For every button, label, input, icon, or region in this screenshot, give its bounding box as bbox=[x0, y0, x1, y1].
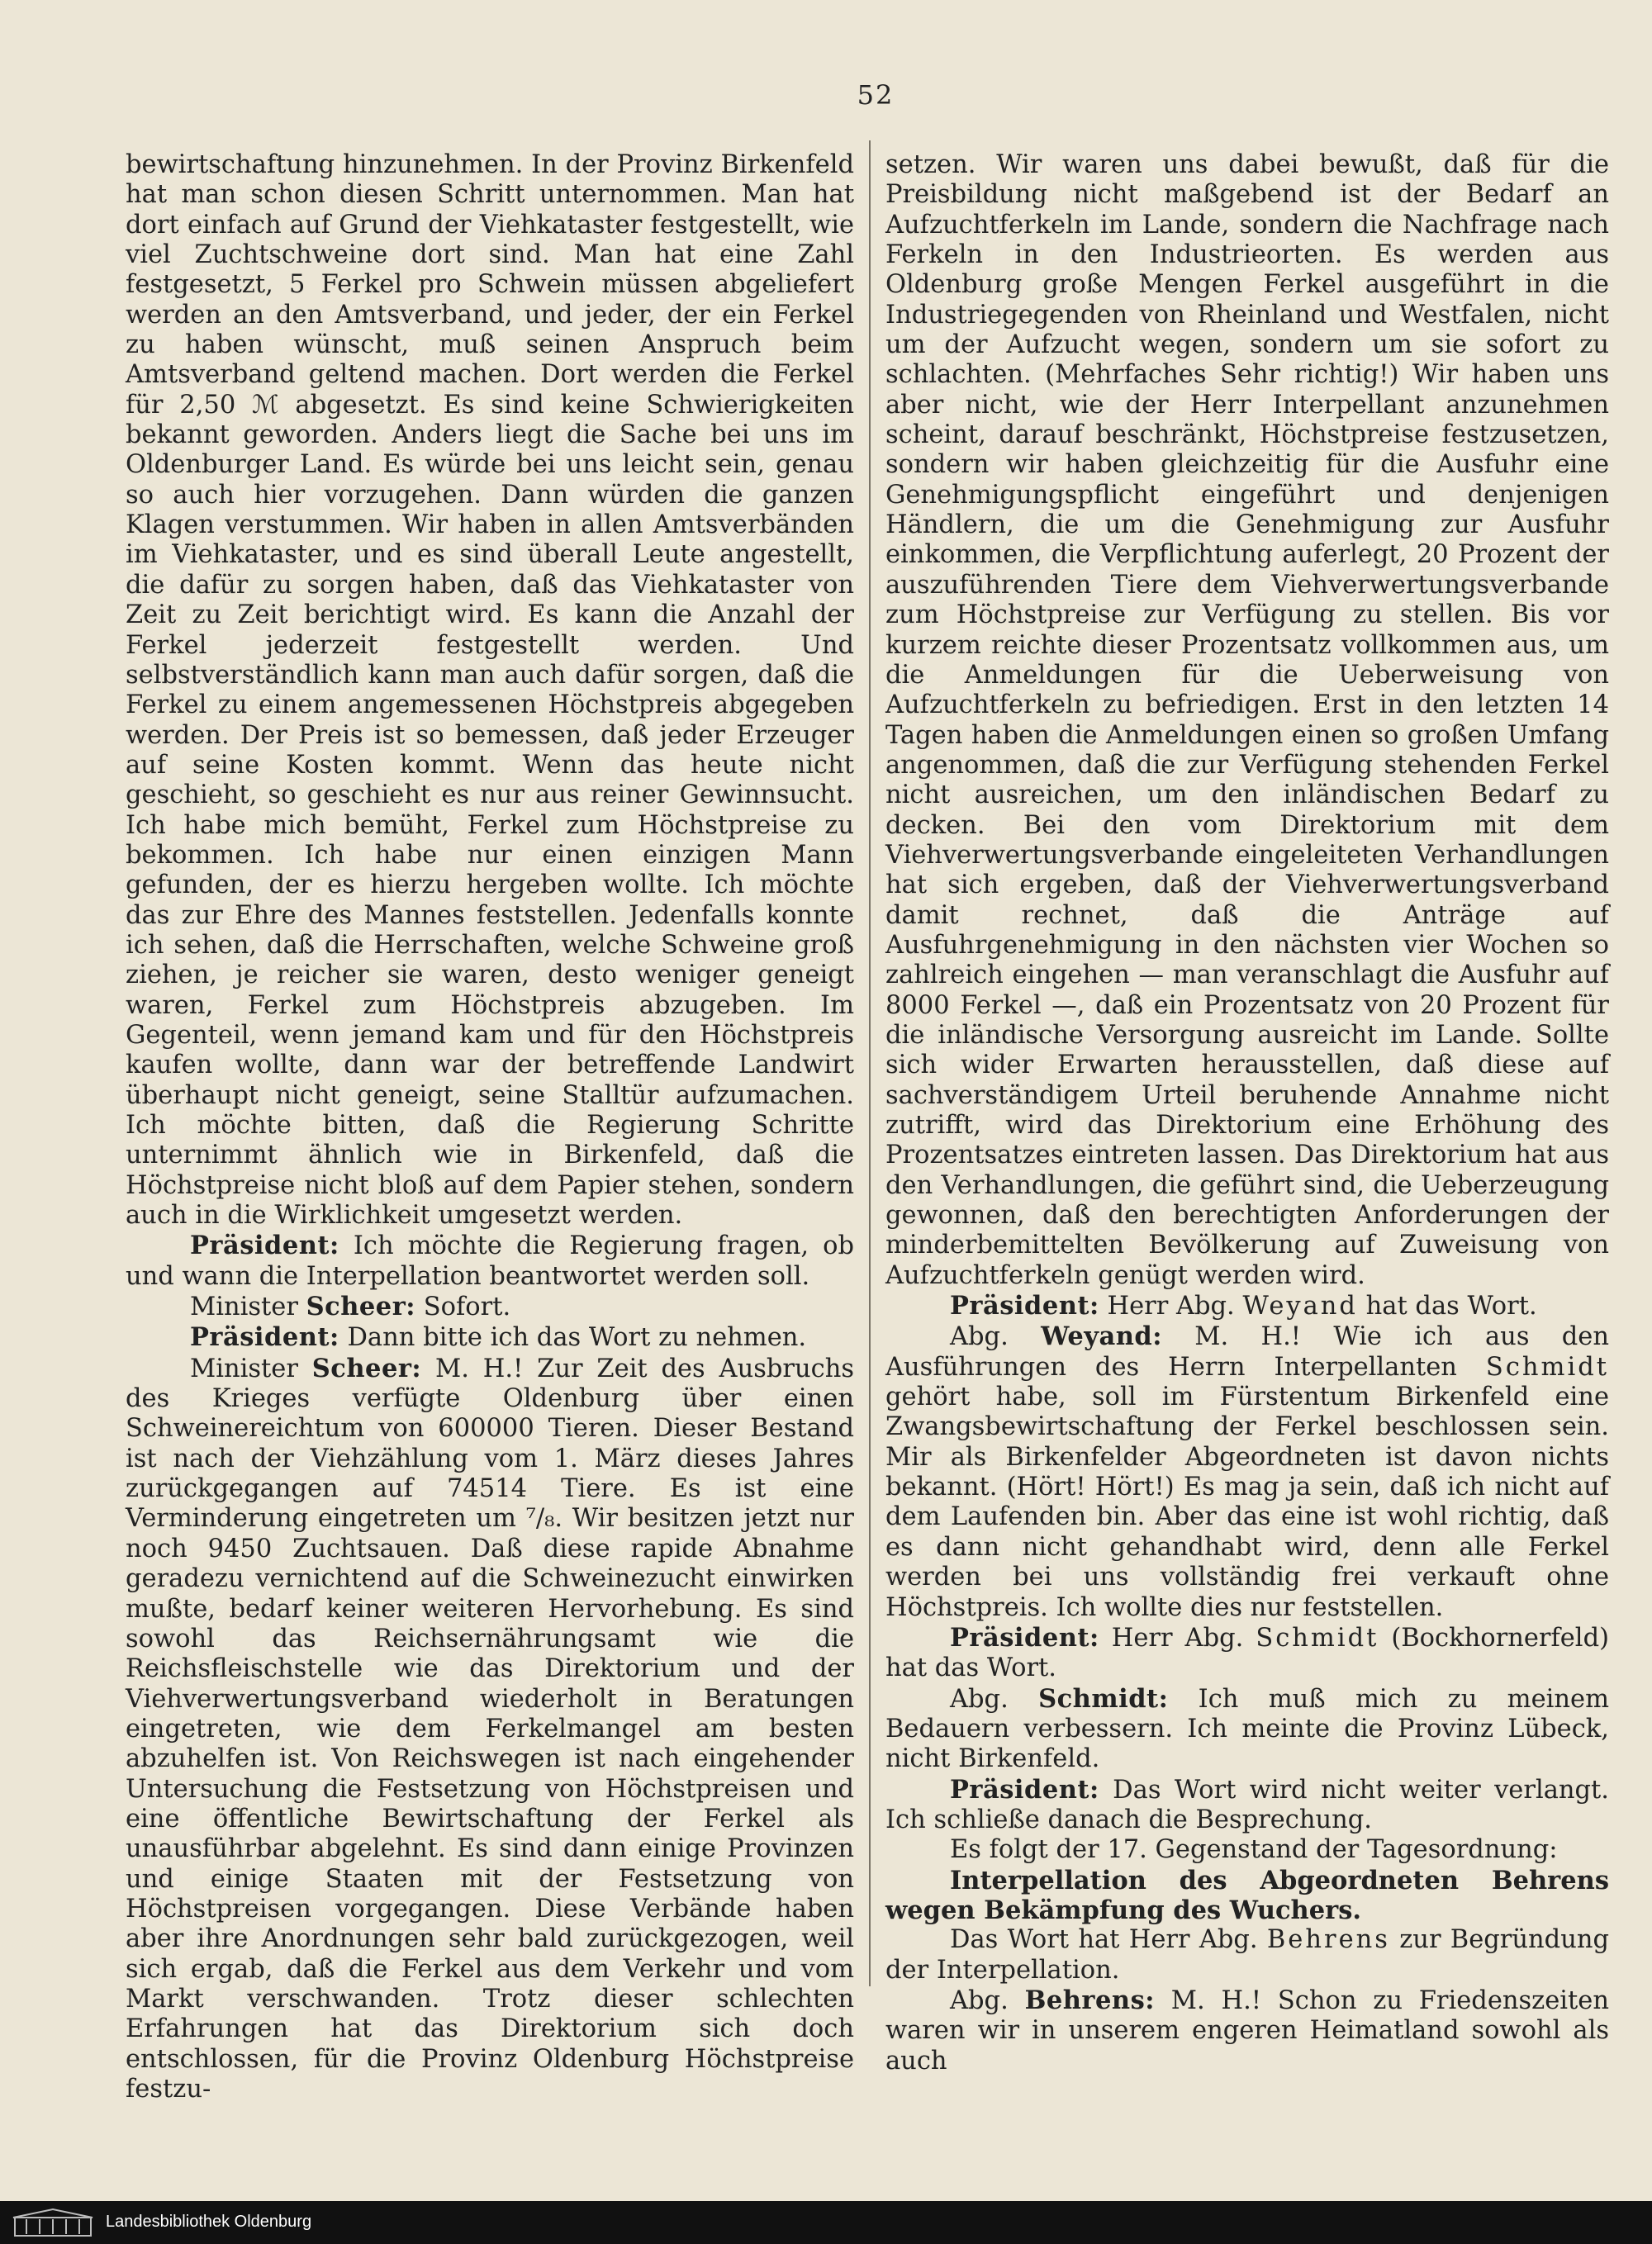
speaker-label: Präsident: bbox=[190, 1231, 339, 1261]
speech-text: M. H.! Wie ich aus den Ausführungen des Herrn Interpellanten bbox=[885, 1322, 1609, 1382]
speaker-role: Abg. bbox=[950, 1684, 1039, 1714]
speech-text: M. H.! Zur Zeit des Ausbruchs des Krieges verfügte Oldenburg über einen Schweinereichtum von 600000 Tieren. Dieser Bestand ist nach der Viehzählung vom 1. März dieses Jahres zurückgegangen auf 74514 Tiere. Es ist eine Verminderung eingetreten um ⁷/₈. Wir besitzen jetzt nur noch 9450 Zuchtsauen. Daß diese rapide Abnahme geradezu vernichtend auf die Schweinezucht einwirken mußte, bedarf keiner weiteren Hervorhebung. Es sind sowohl das Reichsernährungsamt wie die Reichsfleischstelle wie das Direktorium und der Viehverwertungsverband wiederholt in Beratungen eingetreten, wie dem Ferkelmangel am besten abzuhelfen ist. Von Reichswegen ist nach eingehender Untersuchung die Festsetzung von Höchstpreisen und eine öffentliche Bewirtschaftung der Ferkel als unausführbar abgelehnt. Es sind dann einige Provinzen und einige Staaten mit der Festsetzung von Höchstpreisen vorgegangen. Diese Verbände haben aber ihre Anordnungen sehr bald zurückgezogen, weil sich ergab, daß die Ferkel aus dem Verkehr und vom Markt verschwanden. Trotz dieser schlechten Erfahrungen hat das Direktorium sich doch entschlossen, für die Provinz Oldenburg Höchstpreise festzu- bbox=[126, 1354, 854, 2104]
member-name: Behrens bbox=[1266, 1925, 1390, 1955]
speaker-label: Scheer: bbox=[306, 1292, 416, 1322]
speech-text: Sofort. bbox=[415, 1293, 511, 1322]
paragraph: setzen. Wir waren uns dabei bewußt, daß für die Preisbildung nicht maßgebend ist der Bedarf an Aufzuchtferkeln im Lande, sondern die Nachfrage nach Ferkeln in den Industrieorten. Es werden aus Oldenburg große Mengen Ferkel ausgeführt in die Industriegegenden von Rheinland und Westfalen, nicht um der Aufzucht wegen, sondern um sie sofort zu schlachten. (Mehrfaches Sehr richtig!) Wir haben uns aber nicht, wie der Herr Interpellant anzunehmen scheint, darauf beschränkt, Höchstpreise festzusetzen, sondern wir haben gleichzeitig für die Ausfuhr eine Genehmigungspflicht eingeführt und denjenigen Händlern, die um die Genehmigung zur Ausfuhr einkommen, die Verpflichtung auferlegt, 20 Prozent der auszuführenden Tiere dem Viehverwertungsverbande zum Höchstpreise zur Verfügung zu stellen. Bis vor kurzem reichte dieser Prozentsatz vollkommen aus, um die Anmeldungen für die Ueberweisung von Aufzuchtferkeln zu befriedigen. Erst in den letzten 14 Tagen haben die Anmeldungen einen so großen Umfang angenommen, daß die zur Verfügung stehenden Ferkel nicht ausreichen, um den inländischen Bedarf zu decken. Bei den vom Direktorium mit dem Viehverwertungsverbande eingeleiteten Verhandlungen hat sich ergeben, daß der Viehverwertungsverband damit rechnet, daß die Anträge auf Ausfuhrgenehmigung in den nächsten vier Wochen so zahlreich eingehen — man veranschlagt die Ausfuhr auf 8000 Ferkel —, daß ein Prozentsatz von 20 Prozent für die inländische Versorgung ausreicht im Lande. Sollte sich wider Erwarten herausstellen, daß diese auf sachverständigem Urteil beruhende Annahme nicht zutrifft, wird das Direktorium eine Erhöhung des Prozentsatzes eintreten lassen. Das Direktorium hat aus den Verhandlungen, die geführt sind, die Ueberzeugung gewonnen, daß den berechtigten Anforderungen der minderbemittelten Bevölkerung auf Zuweisung von Aufzuchtferkeln genügt werden wird. bbox=[885, 150, 1609, 1290]
speaker-role: Abg. bbox=[950, 1985, 1025, 2015]
speech-paragraph bbox=[126, 1354, 854, 2105]
speech-text: gehört habe, soll im Fürstentum Birkenfeld eine Zwangsbewirtschaftung der Ferkel beschlossen sein. Mir als Birkenfelder Abgeordneten ist davon nichts bekannt. (Hört! Hört!) Es mag ja sein, daß ich nicht auf dem Laufenden bin. Aber das eine ist wohl richtig, daß es dann nicht gehandhabt wird, denn alle Ferkel werden bei uns vollständig frei verkauft ohne Höchstpreis. Ich wollte dies nur feststellen. bbox=[885, 1383, 1609, 1622]
library-building-icon bbox=[12, 2208, 94, 2237]
speech-paragraph bbox=[885, 1291, 1609, 1321]
footer-bar bbox=[0, 2201, 1652, 2244]
right-column bbox=[885, 150, 1609, 2076]
speech-text: Das Wort wird nicht weiter verlangt. Ich schließe danach die Besprechung. bbox=[885, 1775, 1609, 1834]
speech-text: (Bockhornerfeld) hat das Wort. bbox=[885, 1623, 1609, 1683]
speech-text: zur Begründung der Interpellation. bbox=[885, 1925, 1610, 1985]
speaker-label: Präsident: bbox=[950, 1291, 1099, 1321]
member-name: Weyand bbox=[1242, 1292, 1358, 1321]
speech-paragraph bbox=[885, 1321, 1609, 1622]
speaker-label: Schmidt: bbox=[1038, 1683, 1169, 1714]
speaker-role: Minister bbox=[190, 1293, 306, 1322]
speech-paragraph bbox=[885, 1775, 1609, 1836]
speaker-label: Weyand: bbox=[1041, 1321, 1162, 1352]
speaker-role: Abg. bbox=[950, 1322, 1042, 1352]
speech-paragraph bbox=[126, 1322, 854, 1353]
speaker-label: Präsident: bbox=[950, 1774, 1099, 1805]
speech-text: M. H.! Schon zu Friedenszeiten waren wir in unserem engeren Heimatland sowohl als auch bbox=[885, 1985, 1609, 2076]
paragraph: bewirtschaftung hinzunehmen. In der Provinz Birkenfeld hat man schon diesen Schritt unternommen. Man hat dort einfach auf Grund der Viehkataster festgestellt, wie viel Zuchtschweine dort sind. Man hat eine Zahl festgesetzt, 5 Ferkel pro Schwein müssen abgeliefert werden an den Amtsverband, und jeder, der ein Ferkel zu haben wünscht, muß seinen Anspruch beim Amtsverband geltend machen. Dort werden die Ferkel für 2,50 ℳ abgesetzt. Es sind keine Schwierigkeiten bekannt geworden. Anders liegt die Sache bei uns im Oldenburger Land. Es würde bei uns leicht sein, genau so auch hier vorzugehen. Dann würden die ganzen Klagen verstummen. Wir haben in allen Amtsverbänden im Viehkataster, und es sind überall Leute angestellt, die dafür zu sorgen haben, daß das Viehkataster von Zeit zu Zeit berichtigt wird. Es kann die Anzahl der Ferkel jederzeit festgestellt werden. Und selbstverständlich kann man auch dafür sorgen, daß die Ferkel zu einem angemessenen Höchstpreis abgegeben werden. Der Preis ist so bemessen, daß jeder Erzeuger auf seine Kosten kommt. Wenn das heute nicht geschieht, so geschieht es nur aus reiner Gewinnsucht. Ich habe mich bemüht, Ferkel zum Höchstpreise zu bekommen. Ich habe nur einen einzigen Mann gefunden, der es hierzu hergeben wollte. Ich möchte das zur Ehre des Mannes feststellen. Jedenfalls konnte ich sehen, daß die Herrschaften, welche Schweine groß ziehen, je reicher sie waren, desto weniger geneigt waren, Ferkel zum Höchstpreis abzugeben. Im Gegenteil, wenn jemand kam und für den Höchstpreis kaufen wollte, dann war der betreffende Landwirt überhaupt nicht geneigt, seine Stalltür aufzumachen. Ich möchte bitten, daß die Regierung Schritte unternimmt ähnlich wie in Birkenfeld, daß die Höchstpreise nicht bloß auf dem Papier stehen, sondern auch in die Wirklichkeit umgesetzt werden. bbox=[126, 150, 854, 1231]
speech-paragraph bbox=[885, 1623, 1609, 1684]
member-name: Schmidt bbox=[1256, 1623, 1379, 1653]
speech-text: Ich möchte die Regierung fragen, ob und wann die Interpellation beantwortet werden soll. bbox=[126, 1231, 854, 1291]
speech-paragraph bbox=[126, 1292, 854, 1322]
speaker-label: Behrens: bbox=[1024, 1985, 1156, 2015]
speech-text: Herr Abg. bbox=[1099, 1623, 1256, 1653]
member-name: Schmidt bbox=[1485, 1352, 1609, 1382]
speech-text: Herr Abg. bbox=[1099, 1292, 1243, 1321]
column-divider bbox=[869, 140, 871, 1986]
speaker-label: Präsident: bbox=[190, 1322, 339, 1353]
agenda-item-line: Es folgt der 17. Gegenstand der Tagesordnung: bbox=[950, 1835, 1558, 1865]
speech-paragraph bbox=[126, 1231, 854, 1292]
speech-text: Ich muß mich zu meinem Bedauern verbessern. Ich meinte die Provinz Lübeck, nicht Birkenfeld. bbox=[885, 1684, 1609, 1774]
speaker-label: Scheer: bbox=[311, 1353, 422, 1383]
speech-text: hat das Wort. bbox=[1357, 1292, 1537, 1321]
left-column bbox=[126, 150, 854, 2104]
speech-paragraph bbox=[885, 1985, 1609, 2076]
speech-text: Dann bitte ich das Wort zu nehmen. bbox=[339, 1323, 807, 1353]
page-number: 52 bbox=[857, 79, 895, 111]
speaker-role: Minister bbox=[190, 1354, 312, 1383]
speech-text: Das Wort hat Herr Abg. bbox=[950, 1925, 1267, 1955]
speaker-label: Präsident: bbox=[950, 1622, 1099, 1653]
footer-label: Landesbibliothek Oldenburg bbox=[106, 2213, 312, 2231]
section-heading: Interpellation des Abgeordneten Behrens wegen Bekämpfung des Wuchers. bbox=[885, 1865, 1609, 1925]
speech-paragraph bbox=[885, 1925, 1609, 1985]
speech-paragraph bbox=[885, 1684, 1609, 1775]
